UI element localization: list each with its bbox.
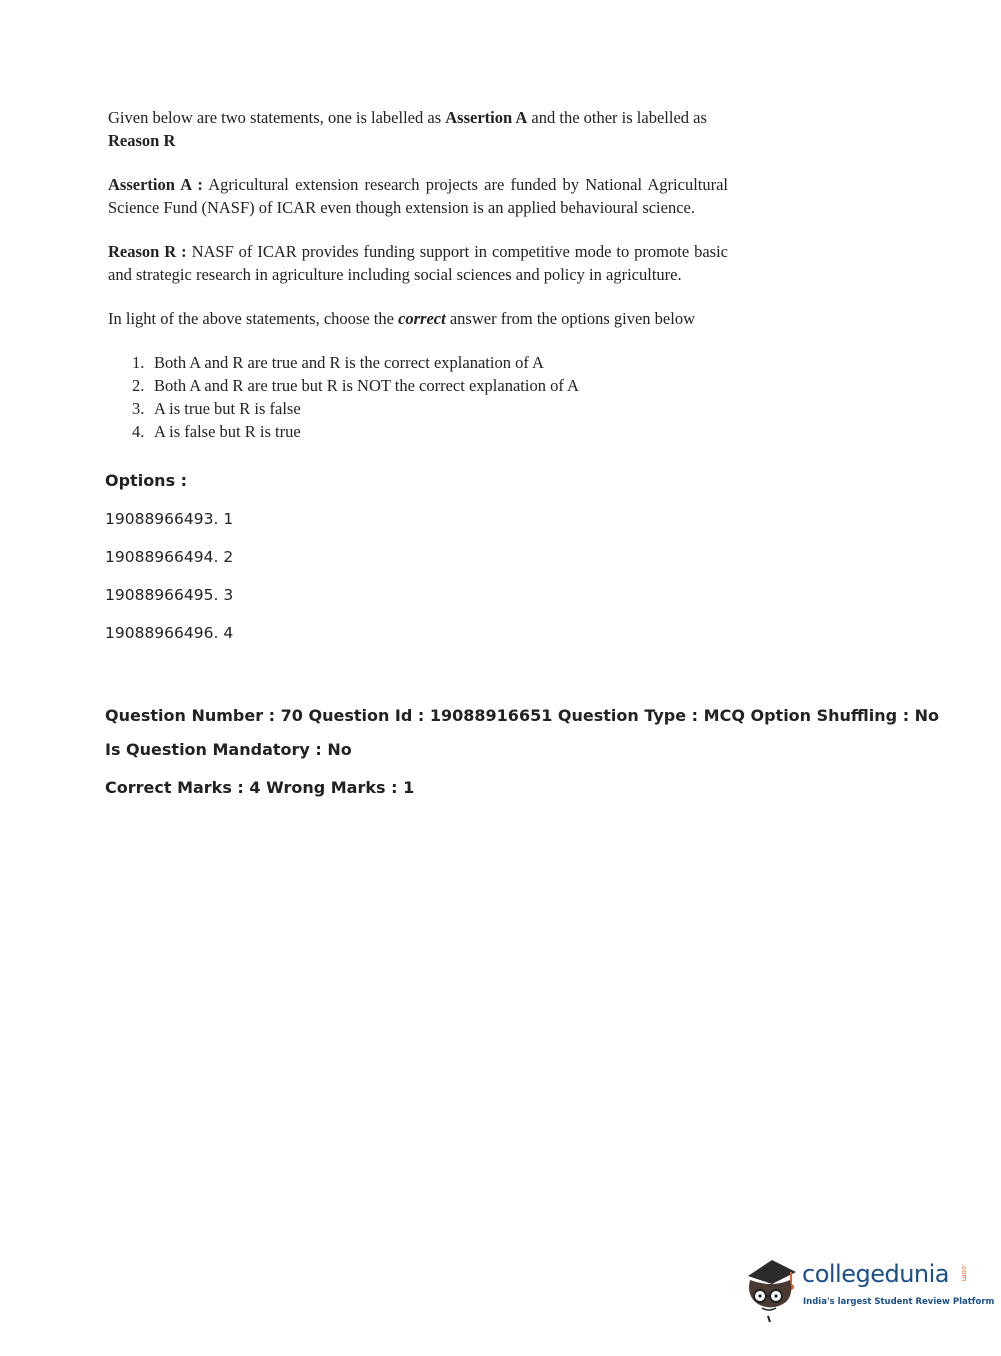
marks-line: Correct Marks : 4 Wrong Marks : 1 [105,778,415,797]
instruction: In light of the above statements, choose the correct answer from the options given below [108,309,695,328]
question-meta-line: Question Number : 70 Question Id : 19088916651 Question Type : MCQ Option Shuffling : No [105,706,940,725]
reason-statement: Reason R : NASF of ICAR provides funding support in competitive mode to promote basic and strategic research in agriculture including social sciences and policy in agriculture. [108,242,728,284]
mandatory-line: Is Question Mandatory : No [105,740,352,759]
option-item: 19088966494. 2 [105,548,234,566]
mascot-icon [742,1250,802,1322]
choice-item: 3. A is true but R is false [132,399,301,418]
option-item: 19088966493. 1 [105,510,234,528]
options-heading: Options : [105,471,188,490]
logo-tagline: India's largest Student Review Platform [803,1297,995,1307]
choice-list [108,351,728,443]
logo-wordmark: collegedunia [802,1260,950,1288]
option-item: 19088966496. 4 [105,624,234,642]
question-intro: Given below are two statements, one is labelled as Assertion A and the other is labelled as Reason R [108,108,707,150]
choice-item: 4. A is false but R is true [132,422,301,441]
option-item: 19088966495. 3 [105,586,234,604]
choice-item: 1. Both A and R are true and R is the correct explanation of A [132,353,544,372]
question-image [108,106,728,443]
logo-dotcom: .com [960,1264,968,1282]
assertion-statement: Assertion A : Agricultural extension research projects are funded by National Agricultural Science Fund (NASF) of ICAR even though extension is an applied behavioural science. [108,175,729,217]
collegedunia-logo [742,1250,995,1322]
choice-item: 2. Both A and R are true but R is NOT the correct explanation of A [132,376,579,395]
